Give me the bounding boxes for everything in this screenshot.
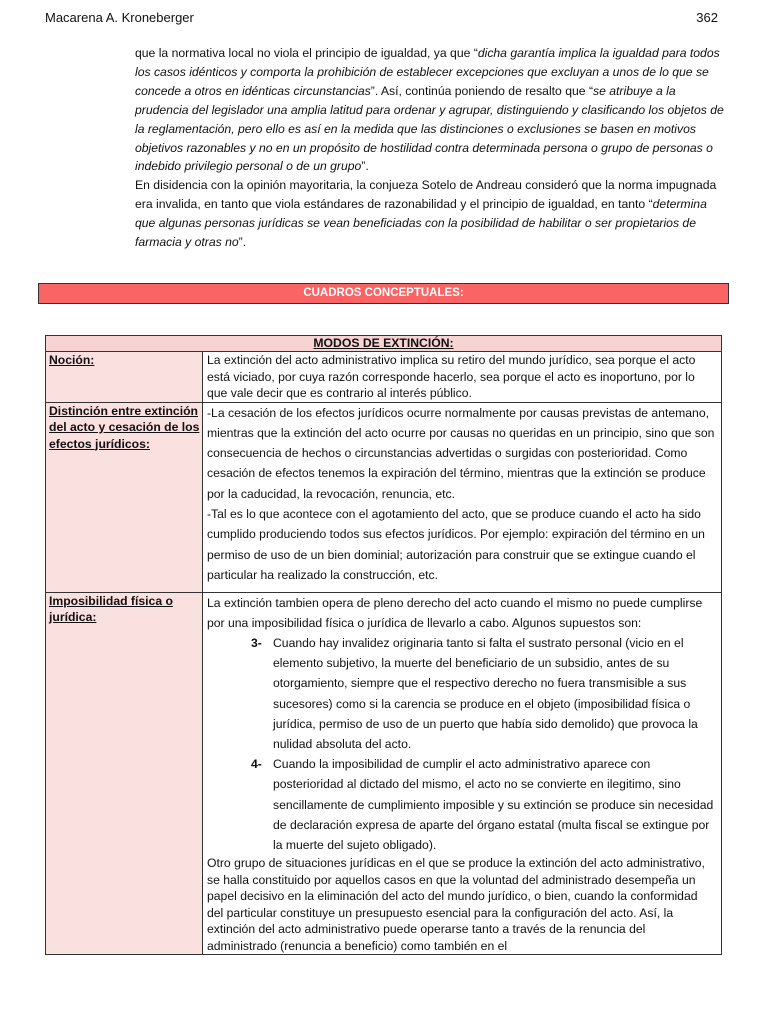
row-content-imposibilidad <box>203 592 722 955</box>
section-banner: CUADROS CONCEPTUALES: <box>38 283 729 304</box>
intro-quote-1: dicha garantía implica la igualdad para todos los casos idénticos y comporta la prohibición de establecer excepciones que excluyan a unos de lo que se concede a otros en idénticas circunstancias <box>135 46 720 98</box>
row-content-nocion: La extinción del acto administrativo implica su retiro del mundo jurídico, sea porque el acto está viciado, por cuya razón corresponde hacerlo, sea porque el acto es inoportuno, por lo que vale decir que es contrario al interés público. <box>203 352 722 403</box>
intro-text <box>135 44 725 252</box>
intro-p1-a: que la normativa local no viola el principio de igualdad, ya que “ <box>135 46 478 60</box>
list-item <box>207 633 717 754</box>
modos-extincion-table <box>45 335 722 955</box>
list-item <box>207 754 717 855</box>
table-row-imposibilidad <box>46 592 722 955</box>
page-header <box>45 10 718 30</box>
distincion-paragraph-2: -Tal es lo que acontece con el agotamiento del acto, que se produce cuando el acto ha sido cumplido produciendo todos sus efectos jurídicos. Por ejemplo: expiración del término en un permiso de uso de un bien dominial; autorización para construir que se extingue cuando el particular ha realizado la construcción, etc. <box>207 506 705 582</box>
table-title-row <box>46 336 722 352</box>
row-label-nocion: Noción: <box>46 352 203 403</box>
page-number: 362 <box>696 10 718 25</box>
list-item-number: 3- <box>251 635 262 650</box>
intro-p1-e: ”. <box>361 159 369 174</box>
imposibilidad-tail: Otro grupo de situaciones jurídicas en el que se produce la extinción del acto administrativo, se halla constituido por aquellos casos en que la voluntad del administrado desempeña un papel decisivo en la eliminación del acto del mundo jurídico, o bien, cuando la conformidad del particular constituye un presupuesto esencial para la configuración del acto. Así, la extinción del acto administrativo puede operarse tanto a través de la renuncia del administrado (renuncia a beneficio) como también en el <box>207 856 705 953</box>
intro-paragraph-2 <box>135 176 725 252</box>
imposibilidad-intro: La extinción tambien opera de pleno derecho del acto cuando el mismo no puede cumplirse por una imposibilidad física o jurídica de llevarlo a cabo. Algunos supuestos son: <box>207 595 703 630</box>
intro-p2-c: ”. <box>238 235 247 250</box>
row-label-imposibilidad: Imposibilidad física o jurídica: <box>46 592 203 955</box>
list-item-text: Cuando hay invalidez originaria tanto si falta el sustrato personal (vicio en el elemento subjetivo, la muerte del beneficiario de un subsidio, antes de su otorgamiento, siempre que el respectivo derecho no fuera transmisible a sus sucesores) como si la carencia se produce en el objeto (imposibilidad física o jurídica, permiso de uso de un puerto que había sido demolido) que provoca la nulidad absoluta del acto. <box>273 635 698 751</box>
distincion-paragraph-1: -La cesación de los efectos jurídicos ocurre normalmente por causas previstas de antemano, mientras que la extinción del acto ocurre por causas no queridas en un principio, sino que son consecuencia de hechos o circunstancias advertidas o surgidas con posterioridad. Como cesación de efectos tenemos la expiración del término, mientras que la extinción se produce por la caducidad, la revocación, renuncia, etc. <box>207 405 715 501</box>
table-title: MODOS DE EXTINCIÓN: <box>46 336 722 352</box>
intro-p1-c: ”. Así, continúa poniendo de resalto que “ <box>370 83 593 98</box>
intro-quote-2: se atribuye a la prudencia del legislador una amplia latitud para ordenar y agrupar, distinguiendo y clasificando los objetos de la reglamentación, pero ello es así en la medida que las distinciones o exclusiones se basen en motivos objetivos razonables y no en un propósito de hostilidad contra determinada persona o grupo de personas o indebido privilegio personal o de un grupo <box>135 83 724 174</box>
row-label-distincion: Distinción entre extinción del acto y cesación de los efectos jurídicos: <box>46 402 203 592</box>
list-item-text: Cuando la imposibilidad de cumplir el acto administrativo aparece con posterioridad al dictado del mismo, el acto no se convierte en ilegitimo, sino sencillamente de cumplimiento imposible y su extinción se produce sin necesidad de declaración expresa de aparte del órgano estatal (multa fiscal se extingue por la muerte del sujeto obligado). <box>273 757 714 852</box>
table-row-distincion <box>46 402 722 592</box>
table-row-nocion <box>46 352 722 403</box>
intro-paragraph-1 <box>135 44 725 176</box>
intro-p2-a: En disidencia con la opinión mayoritaria, la conjueza Sotelo de Andreau consideró que la norma impugnada era invalida, en tanto que viola estándares de razonabilidad y el principio de igualdad, en tanto “ <box>135 178 717 212</box>
row-content-distincion <box>203 402 722 592</box>
list-item-number: 4- <box>251 757 262 772</box>
intro-quote-3: determina que algunas personas jurídicas se vean beneficiadas con la posibilidad de habilitar o ser propietarios de farmacia y otras no <box>135 197 707 250</box>
author-name: Macarena A. Kroneberger <box>45 10 194 25</box>
